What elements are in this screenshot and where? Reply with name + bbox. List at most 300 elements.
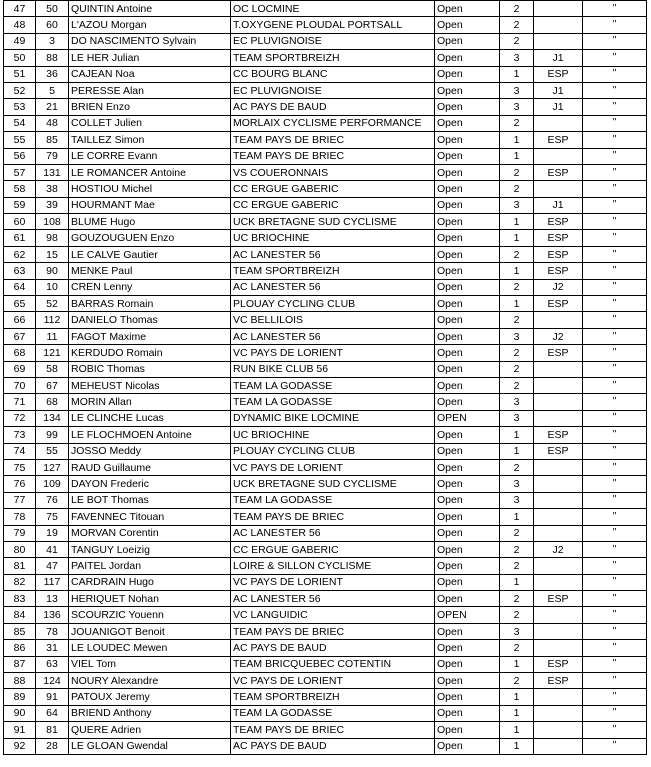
category-cell: 2 xyxy=(500,361,534,377)
ditto-mark-cell: " xyxy=(583,673,647,689)
club-cell: AC PAYS DE BAUD xyxy=(231,640,435,656)
age-group-cell: ESP xyxy=(534,230,583,246)
club-cell: UC BRIOCHINE xyxy=(231,427,435,443)
club-cell: EC PLUVIGNOISE xyxy=(231,82,435,98)
rank-cell: 88 xyxy=(4,673,36,689)
table-row xyxy=(4,312,647,328)
rider-name-cell: TAILLEZ Simon xyxy=(69,132,231,148)
bib-number-cell: 68 xyxy=(36,394,69,410)
category-cell: 1 xyxy=(500,738,534,754)
table-row xyxy=(4,33,647,49)
rider-name-cell: LE CORRE Evann xyxy=(69,148,231,164)
bib-number-cell: 67 xyxy=(36,377,69,393)
table-row xyxy=(4,623,647,639)
ditto-mark-cell: " xyxy=(583,115,647,131)
age-group-cell: ESP xyxy=(534,164,583,180)
table-row xyxy=(4,640,647,656)
club-cell: PLOUAY CYCLING CLUB xyxy=(231,443,435,459)
category-cell: 3 xyxy=(500,410,534,426)
ditto-mark-cell: " xyxy=(583,328,647,344)
ditto-mark-cell: " xyxy=(583,558,647,574)
club-cell: AC PAYS DE BAUD xyxy=(231,99,435,115)
results-table xyxy=(3,0,647,755)
ditto-mark-cell: " xyxy=(583,181,647,197)
race-type-cell: Open xyxy=(435,296,500,312)
club-cell: TEAM PAYS DE BRIEC xyxy=(231,623,435,639)
age-group-cell xyxy=(534,607,583,623)
table-row xyxy=(4,459,647,475)
bib-number-cell: 64 xyxy=(36,705,69,721)
rank-cell: 51 xyxy=(4,66,36,82)
category-cell: 2 xyxy=(500,115,534,131)
rider-name-cell: BRIEN Enzo xyxy=(69,99,231,115)
category-cell: 3 xyxy=(500,50,534,66)
club-cell: CC ERGUE GABERIC xyxy=(231,181,435,197)
ditto-mark-cell: " xyxy=(583,459,647,475)
table-row xyxy=(4,50,647,66)
race-type-cell: Open xyxy=(435,656,500,672)
rank-cell: 73 xyxy=(4,427,36,443)
club-cell: TEAM SPORTBREIZH xyxy=(231,689,435,705)
table-row xyxy=(4,656,647,672)
rank-cell: 74 xyxy=(4,443,36,459)
club-cell: AC LANESTER 56 xyxy=(231,279,435,295)
rider-name-cell: BARRAS Romain xyxy=(69,296,231,312)
club-cell: UCK BRETAGNE SUD CYCLISME xyxy=(231,476,435,492)
club-cell: UC BRIOCHINE xyxy=(231,230,435,246)
category-cell: 2 xyxy=(500,279,534,295)
ditto-mark-cell: " xyxy=(583,214,647,230)
category-cell: 1 xyxy=(500,263,534,279)
rider-name-cell: DO NASCIMENTO Sylvain xyxy=(69,33,231,49)
bib-number-cell: 41 xyxy=(36,541,69,557)
rider-name-cell: LE FLOCHMOEN Antoine xyxy=(69,427,231,443)
age-group-cell xyxy=(534,361,583,377)
rider-name-cell: SCOURZIC Youenn xyxy=(69,607,231,623)
race-type-cell: Open xyxy=(435,623,500,639)
ditto-mark-cell: " xyxy=(583,492,647,508)
ditto-mark-cell: " xyxy=(583,705,647,721)
category-cell: 2 xyxy=(500,17,534,33)
age-group-cell xyxy=(534,148,583,164)
club-cell: TEAM LA GODASSE xyxy=(231,705,435,721)
age-group-cell xyxy=(534,492,583,508)
race-type-cell: Open xyxy=(435,263,500,279)
rank-cell: 77 xyxy=(4,492,36,508)
category-cell: 1 xyxy=(500,66,534,82)
rider-name-cell: L'AZOU Morgan xyxy=(69,17,231,33)
rider-name-cell: PATOUX Jeremy xyxy=(69,689,231,705)
table-row xyxy=(4,394,647,410)
club-cell: VC PAYS DE LORIENT xyxy=(231,345,435,361)
ditto-mark-cell: " xyxy=(583,197,647,213)
ditto-mark-cell: " xyxy=(583,50,647,66)
bib-number-cell: 50 xyxy=(36,1,69,17)
rider-name-cell: QUINTIN Antoine xyxy=(69,1,231,17)
age-group-cell xyxy=(534,738,583,754)
ditto-mark-cell: " xyxy=(583,279,647,295)
rank-cell: 53 xyxy=(4,99,36,115)
rider-name-cell: LE CLINCHE Lucas xyxy=(69,410,231,426)
ditto-mark-cell: " xyxy=(583,541,647,557)
club-cell: TEAM SPORTBREIZH xyxy=(231,263,435,279)
rank-cell: 86 xyxy=(4,640,36,656)
age-group-cell: ESP xyxy=(534,656,583,672)
category-cell: 2 xyxy=(500,607,534,623)
bib-number-cell: 28 xyxy=(36,738,69,754)
ditto-mark-cell: " xyxy=(583,623,647,639)
age-group-cell: J1 xyxy=(534,50,583,66)
ditto-mark-cell: " xyxy=(583,148,647,164)
bib-number-cell: 131 xyxy=(36,164,69,180)
rank-cell: 62 xyxy=(4,246,36,262)
category-cell: 1 xyxy=(500,132,534,148)
table-row xyxy=(4,345,647,361)
race-type-cell: Open xyxy=(435,1,500,17)
rider-name-cell: BRIEND Anthony xyxy=(69,705,231,721)
rider-name-cell: PERESSE Alan xyxy=(69,82,231,98)
rank-cell: 76 xyxy=(4,476,36,492)
rider-name-cell: PAITEL Jordan xyxy=(69,558,231,574)
table-row xyxy=(4,492,647,508)
age-group-cell: ESP xyxy=(534,673,583,689)
table-row xyxy=(4,410,647,426)
ditto-mark-cell: " xyxy=(583,296,647,312)
category-cell: 3 xyxy=(500,492,534,508)
category-cell: 2 xyxy=(500,246,534,262)
club-cell: TEAM LA GODASSE xyxy=(231,394,435,410)
category-cell: 3 xyxy=(500,394,534,410)
table-row xyxy=(4,1,647,17)
table-row xyxy=(4,705,647,721)
table-row xyxy=(4,164,647,180)
race-type-cell: Open xyxy=(435,230,500,246)
rider-name-cell: LE HER Julian xyxy=(69,50,231,66)
table-row xyxy=(4,115,647,131)
age-group-cell xyxy=(534,640,583,656)
age-group-cell xyxy=(534,312,583,328)
rider-name-cell: TANGUY Loeizig xyxy=(69,541,231,557)
age-group-cell: ESP xyxy=(534,443,583,459)
rider-name-cell: HOURMANT Mae xyxy=(69,197,231,213)
rank-cell: 50 xyxy=(4,50,36,66)
club-cell: AC LANESTER 56 xyxy=(231,525,435,541)
age-group-cell xyxy=(534,525,583,541)
club-cell: CC BOURG BLANC xyxy=(231,66,435,82)
table-row xyxy=(4,230,647,246)
bib-number-cell: 91 xyxy=(36,689,69,705)
race-type-cell: Open xyxy=(435,132,500,148)
club-cell: TEAM PAYS DE BRIEC xyxy=(231,132,435,148)
rank-cell: 49 xyxy=(4,33,36,49)
category-cell: 2 xyxy=(500,541,534,557)
category-cell: 2 xyxy=(500,640,534,656)
club-cell: AC PAYS DE BAUD xyxy=(231,738,435,754)
table-row xyxy=(4,443,647,459)
ditto-mark-cell: " xyxy=(583,722,647,738)
rider-name-cell: KERDUDO Romain xyxy=(69,345,231,361)
category-cell: 1 xyxy=(500,214,534,230)
age-group-cell xyxy=(534,476,583,492)
ditto-mark-cell: " xyxy=(583,33,647,49)
club-cell: EC PLUVIGNOISE xyxy=(231,33,435,49)
rider-name-cell: LE BOT Thomas xyxy=(69,492,231,508)
category-cell: 2 xyxy=(500,181,534,197)
table-row xyxy=(4,246,647,262)
rank-cell: 80 xyxy=(4,541,36,557)
rider-name-cell: ROBIC Thomas xyxy=(69,361,231,377)
rank-cell: 71 xyxy=(4,394,36,410)
rank-cell: 61 xyxy=(4,230,36,246)
rider-name-cell: RAUD Guillaume xyxy=(69,459,231,475)
rank-cell: 83 xyxy=(4,591,36,607)
category-cell: 1 xyxy=(500,722,534,738)
rider-name-cell: DAYON Frederic xyxy=(69,476,231,492)
race-type-cell: Open xyxy=(435,509,500,525)
ditto-mark-cell: " xyxy=(583,574,647,590)
bib-number-cell: 90 xyxy=(36,263,69,279)
bib-number-cell: 21 xyxy=(36,99,69,115)
table-row xyxy=(4,361,647,377)
table-row xyxy=(4,263,647,279)
ditto-mark-cell: " xyxy=(583,591,647,607)
bib-number-cell: 108 xyxy=(36,214,69,230)
rank-cell: 91 xyxy=(4,722,36,738)
bib-number-cell: 15 xyxy=(36,246,69,262)
table-row xyxy=(4,476,647,492)
age-group-cell: J2 xyxy=(534,541,583,557)
race-type-cell: Open xyxy=(435,164,500,180)
rider-name-cell: MEHEUST Nicolas xyxy=(69,377,231,393)
table-row xyxy=(4,591,647,607)
ditto-mark-cell: " xyxy=(583,443,647,459)
race-type-cell: Open xyxy=(435,394,500,410)
age-group-cell: ESP xyxy=(534,427,583,443)
race-type-cell: Open xyxy=(435,181,500,197)
club-cell: AC LANESTER 56 xyxy=(231,591,435,607)
age-group-cell: J1 xyxy=(534,99,583,115)
rider-name-cell: LE ROMANCER Antoine xyxy=(69,164,231,180)
category-cell: 3 xyxy=(500,623,534,639)
ditto-mark-cell: " xyxy=(583,509,647,525)
table-row xyxy=(4,673,647,689)
bib-number-cell: 60 xyxy=(36,17,69,33)
table-row xyxy=(4,427,647,443)
race-type-cell: OPEN xyxy=(435,607,500,623)
race-type-cell: Open xyxy=(435,17,500,33)
ditto-mark-cell: " xyxy=(583,361,647,377)
rider-name-cell: HOSTIOU Michel xyxy=(69,181,231,197)
age-group-cell xyxy=(534,410,583,426)
rank-cell: 65 xyxy=(4,296,36,312)
race-type-cell: Open xyxy=(435,82,500,98)
club-cell: TEAM BRICQUEBEC COTENTIN xyxy=(231,656,435,672)
category-cell: 3 xyxy=(500,197,534,213)
category-cell: 1 xyxy=(500,296,534,312)
club-cell: MORLAIX CYCLISME PERFORMANCE xyxy=(231,115,435,131)
category-cell: 1 xyxy=(500,443,534,459)
race-type-cell: Open xyxy=(435,591,500,607)
age-group-cell xyxy=(534,558,583,574)
bib-number-cell: 117 xyxy=(36,574,69,590)
race-type-cell: Open xyxy=(435,214,500,230)
age-group-cell xyxy=(534,705,583,721)
club-cell: VC LANGUIDIC xyxy=(231,607,435,623)
bib-number-cell: 58 xyxy=(36,361,69,377)
club-cell: OC LOCMINE xyxy=(231,1,435,17)
club-cell: TEAM PAYS DE BRIEC xyxy=(231,722,435,738)
age-group-cell: J2 xyxy=(534,328,583,344)
club-cell: VC PAYS DE LORIENT xyxy=(231,574,435,590)
club-cell: AC LANESTER 56 xyxy=(231,328,435,344)
club-cell: UCK BRETAGNE SUD CYCLISME xyxy=(231,214,435,230)
rank-cell: 90 xyxy=(4,705,36,721)
ditto-mark-cell: " xyxy=(583,394,647,410)
table-row xyxy=(4,132,647,148)
rider-name-cell: HERIQUET Nohan xyxy=(69,591,231,607)
ditto-mark-cell: " xyxy=(583,82,647,98)
race-type-cell: Open xyxy=(435,558,500,574)
category-cell: 2 xyxy=(500,377,534,393)
bib-number-cell: 31 xyxy=(36,640,69,656)
table-row xyxy=(4,541,647,557)
age-group-cell: ESP xyxy=(534,296,583,312)
table-row xyxy=(4,148,647,164)
bib-number-cell: 19 xyxy=(36,525,69,541)
rider-name-cell: BLUME Hugo xyxy=(69,214,231,230)
club-cell: TEAM PAYS DE BRIEC xyxy=(231,509,435,525)
ditto-mark-cell: " xyxy=(583,246,647,262)
race-type-cell: Open xyxy=(435,148,500,164)
club-cell: VC PAYS DE LORIENT xyxy=(231,459,435,475)
club-cell: RUN BIKE CLUB 56 xyxy=(231,361,435,377)
rank-cell: 68 xyxy=(4,345,36,361)
rider-name-cell: CARDRAIN Hugo xyxy=(69,574,231,590)
club-cell: DYNAMIC BIKE LOCMINE xyxy=(231,410,435,426)
race-type-cell: Open xyxy=(435,197,500,213)
race-type-cell: Open xyxy=(435,459,500,475)
ditto-mark-cell: " xyxy=(583,689,647,705)
bib-number-cell: 112 xyxy=(36,312,69,328)
race-type-cell: Open xyxy=(435,427,500,443)
rider-name-cell: DANIELO Thomas xyxy=(69,312,231,328)
club-cell: CC ERGUE GABERIC xyxy=(231,541,435,557)
rider-name-cell: MENKE Paul xyxy=(69,263,231,279)
age-group-cell: ESP xyxy=(534,132,583,148)
race-type-cell: Open xyxy=(435,574,500,590)
bib-number-cell: 124 xyxy=(36,673,69,689)
rank-cell: 70 xyxy=(4,377,36,393)
rank-cell: 58 xyxy=(4,181,36,197)
category-cell: 2 xyxy=(500,673,534,689)
ditto-mark-cell: " xyxy=(583,525,647,541)
table-row xyxy=(4,66,647,82)
table-row xyxy=(4,377,647,393)
club-cell: AC LANESTER 56 xyxy=(231,246,435,262)
bib-number-cell: 52 xyxy=(36,296,69,312)
bib-number-cell: 99 xyxy=(36,427,69,443)
bib-number-cell: 121 xyxy=(36,345,69,361)
age-group-cell xyxy=(534,394,583,410)
bib-number-cell: 48 xyxy=(36,115,69,131)
table-row xyxy=(4,328,647,344)
ditto-mark-cell: " xyxy=(583,738,647,754)
club-cell: T.OXYGENE PLOUDAL PORTSALL xyxy=(231,17,435,33)
race-type-cell: Open xyxy=(435,640,500,656)
category-cell: 3 xyxy=(500,99,534,115)
bib-number-cell: 39 xyxy=(36,197,69,213)
race-type-cell: Open xyxy=(435,345,500,361)
age-group-cell xyxy=(534,377,583,393)
club-cell: TEAM LA GODASSE xyxy=(231,492,435,508)
rider-name-cell: CREN Lenny xyxy=(69,279,231,295)
ditto-mark-cell: " xyxy=(583,656,647,672)
rider-name-cell: FAVENNEC Titouan xyxy=(69,509,231,525)
bib-number-cell: 47 xyxy=(36,558,69,574)
category-cell: 1 xyxy=(500,574,534,590)
table-row xyxy=(4,181,647,197)
rank-cell: 87 xyxy=(4,656,36,672)
age-group-cell xyxy=(534,623,583,639)
rank-cell: 69 xyxy=(4,361,36,377)
rank-cell: 52 xyxy=(4,82,36,98)
club-cell: VC PAYS DE LORIENT xyxy=(231,673,435,689)
category-cell: 2 xyxy=(500,558,534,574)
age-group-cell: J1 xyxy=(534,197,583,213)
rider-name-cell: MORIN Allan xyxy=(69,394,231,410)
race-type-cell: Open xyxy=(435,738,500,754)
ditto-mark-cell: " xyxy=(583,476,647,492)
race-type-cell: Open xyxy=(435,443,500,459)
bib-number-cell: 136 xyxy=(36,607,69,623)
race-type-cell: Open xyxy=(435,66,500,82)
ditto-mark-cell: " xyxy=(583,640,647,656)
table-row xyxy=(4,722,647,738)
table-row xyxy=(4,558,647,574)
ditto-mark-cell: " xyxy=(583,1,647,17)
rider-name-cell: FAGOT Maxime xyxy=(69,328,231,344)
age-group-cell: ESP xyxy=(534,246,583,262)
rank-cell: 48 xyxy=(4,17,36,33)
category-cell: 1 xyxy=(500,705,534,721)
race-type-cell: Open xyxy=(435,361,500,377)
category-cell: 3 xyxy=(500,82,534,98)
race-type-cell: Open xyxy=(435,279,500,295)
age-group-cell xyxy=(534,1,583,17)
rank-cell: 64 xyxy=(4,279,36,295)
results-table-body xyxy=(4,1,647,755)
club-cell: VC BELLILOIS xyxy=(231,312,435,328)
club-cell: VS COUERONNAIS xyxy=(231,164,435,180)
category-cell: 1 xyxy=(500,689,534,705)
age-group-cell: ESP xyxy=(534,591,583,607)
ditto-mark-cell: " xyxy=(583,17,647,33)
rank-cell: 79 xyxy=(4,525,36,541)
category-cell: 1 xyxy=(500,509,534,525)
category-cell: 2 xyxy=(500,525,534,541)
table-row xyxy=(4,509,647,525)
bib-number-cell: 81 xyxy=(36,722,69,738)
category-cell: 2 xyxy=(500,164,534,180)
ditto-mark-cell: " xyxy=(583,263,647,279)
table-row xyxy=(4,574,647,590)
rank-cell: 54 xyxy=(4,115,36,131)
age-group-cell: ESP xyxy=(534,345,583,361)
ditto-mark-cell: " xyxy=(583,607,647,623)
club-cell: CC ERGUE GABERIC xyxy=(231,197,435,213)
race-type-cell: Open xyxy=(435,673,500,689)
bib-number-cell: 98 xyxy=(36,230,69,246)
